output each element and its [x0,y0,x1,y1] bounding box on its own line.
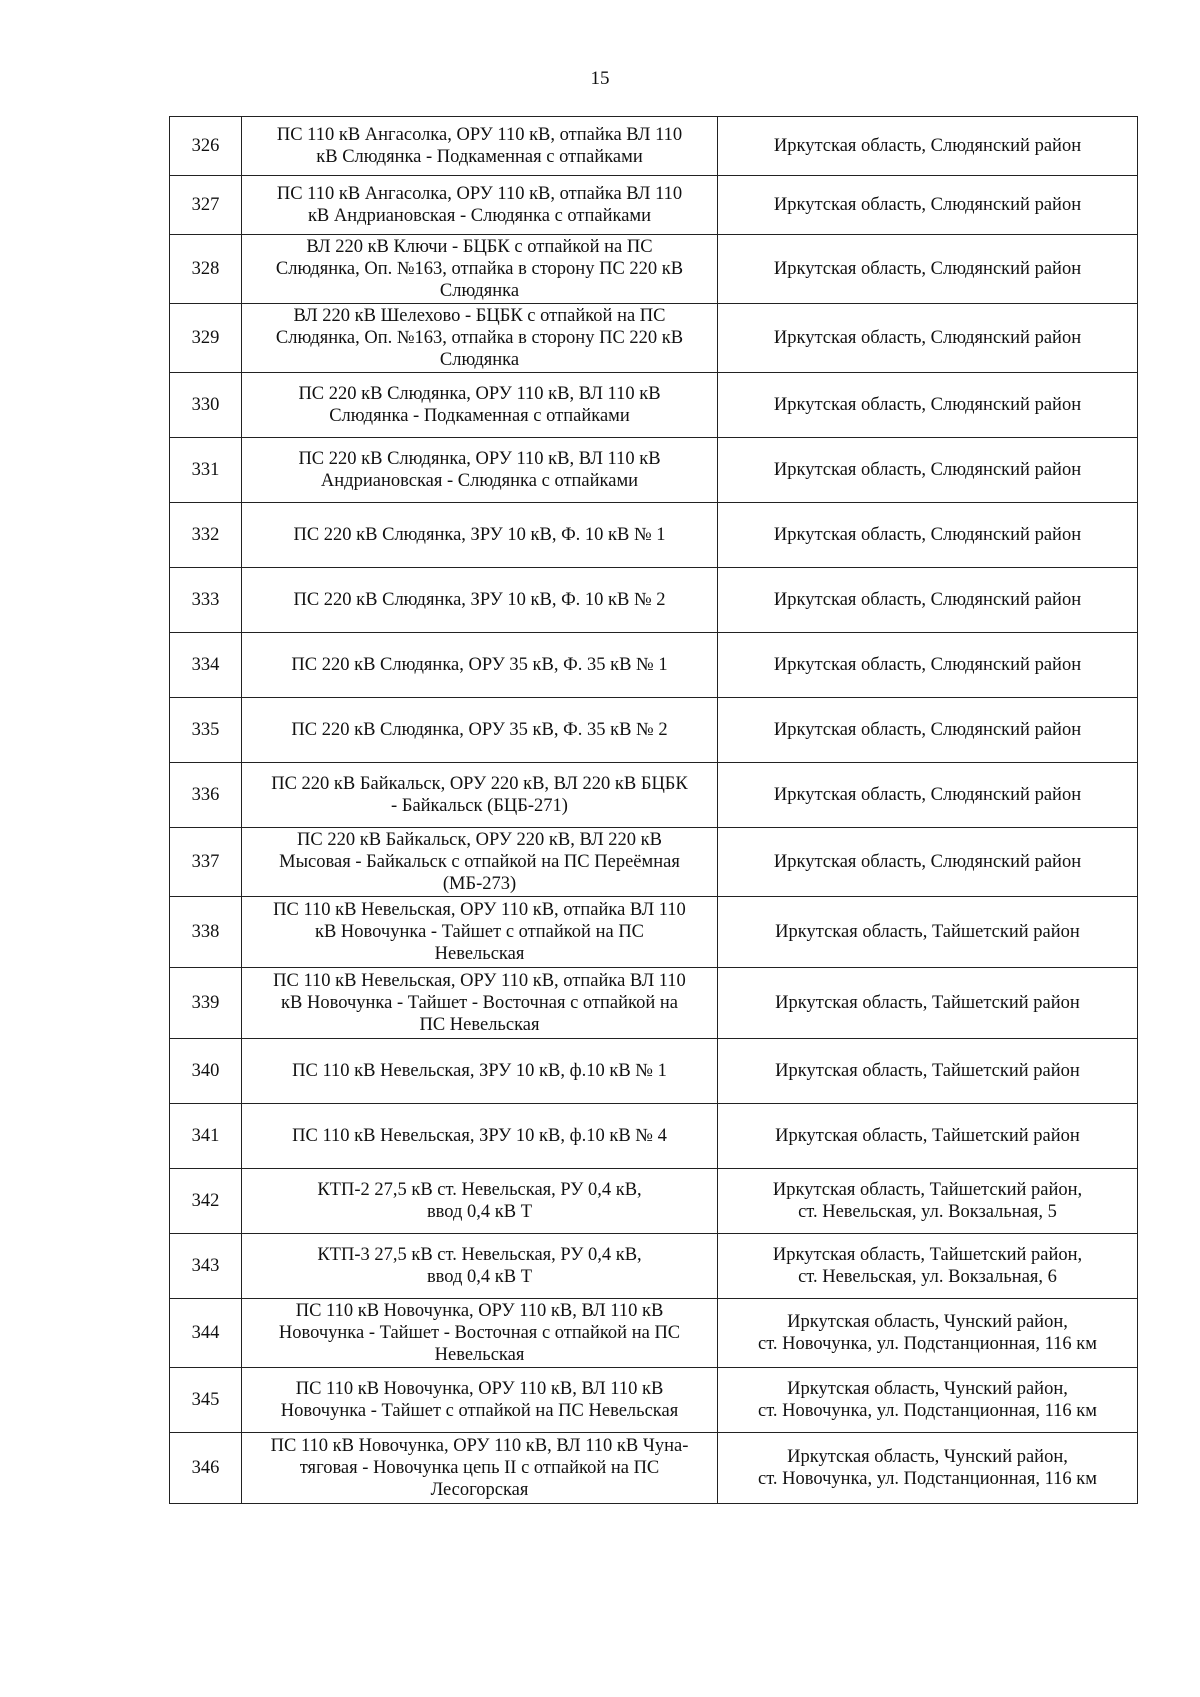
table-row [170,438,1138,503]
object-name: ПС 220 кВ Слюдянка, ОРУ 110 кВ, ВЛ 110 кВ Слюдянка - Подкаменная с отпайками [242,373,718,438]
object-location: Иркутская область, Тайшетский район [718,1039,1138,1104]
row-number: 335 [170,698,242,763]
object-name: ПС 110 кВ Новочунка, ОРУ 110 кВ, ВЛ 110 кВ Чуна- тяговая - Новочунка цепь II с отпайкой на ПС Лесогорская [242,1433,718,1504]
object-location: Иркутская область, Тайшетский район [718,968,1138,1039]
row-number: 337 [170,828,242,897]
row-number: 341 [170,1104,242,1169]
row-number: 329 [170,304,242,373]
object-name: ВЛ 220 кВ Шелехово - БЦБК с отпайкой на ПС Слюдянка, Оп. №163, отпайка в сторону ПС 220 кВ Слюдянка [242,304,718,373]
table-row [170,763,1138,828]
object-name: ПС 220 кВ Слюдянка, ЗРУ 10 кВ, Ф. 10 кВ № 1 [242,503,718,568]
row-number: 330 [170,373,242,438]
row-number: 333 [170,568,242,633]
row-number: 331 [170,438,242,503]
object-location: Иркутская область, Тайшетский район, ст. Невельская, ул. Вокзальная, 6 [718,1234,1138,1299]
object-name: ПС 110 кВ Невельская, ЗРУ 10 кВ, ф.10 кВ № 1 [242,1039,718,1104]
row-number: 344 [170,1299,242,1368]
object-name: ПС 220 кВ Слюдянка, ЗРУ 10 кВ, Ф. 10 кВ № 2 [242,568,718,633]
row-number: 332 [170,503,242,568]
row-number: 336 [170,763,242,828]
object-name: ПС 220 кВ Слюдянка, ОРУ 35 кВ, Ф. 35 кВ № 2 [242,698,718,763]
row-number: 328 [170,235,242,304]
object-name: ПС 220 кВ Байкальск, ОРУ 220 кВ, ВЛ 220 кВ Мысовая - Байкальск с отпайкой на ПС Переёмная (МБ-273) [242,828,718,897]
object-name: ПС 220 кВ Слюдянка, ОРУ 35 кВ, Ф. 35 кВ № 1 [242,633,718,698]
objects-table [169,116,1138,1504]
object-location: Иркутская область, Слюдянский район [718,117,1138,176]
table-row [170,828,1138,897]
table-row [170,1368,1138,1433]
object-location: Иркутская область, Слюдянский район [718,503,1138,568]
row-number: 326 [170,117,242,176]
object-name: ВЛ 220 кВ Ключи - БЦБК с отпайкой на ПС Слюдянка, Оп. №163, отпайка в сторону ПС 220 кВ Слюдянка [242,235,718,304]
object-location: Иркутская область, Слюдянский район [718,698,1138,763]
object-name: ПС 110 кВ Невельская, ЗРУ 10 кВ, ф.10 кВ № 4 [242,1104,718,1169]
table-row [170,568,1138,633]
table-row [170,698,1138,763]
table-row [170,1234,1138,1299]
page-number: 15 [590,68,610,89]
object-location: Иркутская область, Слюдянский район [718,235,1138,304]
object-name: ПС 110 кВ Новочунка, ОРУ 110 кВ, ВЛ 110 кВ Новочунка - Тайшет - Восточная с отпайкой на ПС Невельская [242,1299,718,1368]
object-location: Иркутская область, Чунский район, ст. Новочунка, ул. Подстанционная, 116 км [718,1433,1138,1504]
object-name: КТП-3 27,5 кВ ст. Невельская, РУ 0,4 кВ, ввод 0,4 кВ Т [242,1234,718,1299]
object-location: Иркутская область, Тайшетский район [718,1104,1138,1169]
object-name: ПС 220 кВ Слюдянка, ОРУ 110 кВ, ВЛ 110 кВ Андриановская - Слюдянка с отпайками [242,438,718,503]
object-location: Иркутская область, Слюдянский район [718,304,1138,373]
row-number: 340 [170,1039,242,1104]
table-row [170,1039,1138,1104]
table-row [170,1433,1138,1504]
object-location: Иркутская область, Тайшетский район [718,897,1138,968]
object-location: Иркутская область, Тайшетский район, ст. Невельская, ул. Вокзальная, 5 [718,1169,1138,1234]
row-number: 338 [170,897,242,968]
object-name: ПС 110 кВ Новочунка, ОРУ 110 кВ, ВЛ 110 кВ Новочунка - Тайшет с отпайкой на ПС Невельская [242,1368,718,1433]
row-number: 345 [170,1368,242,1433]
object-location: Иркутская область, Слюдянский район [718,568,1138,633]
object-location: Иркутская область, Слюдянский район [718,828,1138,897]
table-row [170,176,1138,235]
row-number: 342 [170,1169,242,1234]
table-row [170,503,1138,568]
table-row [170,897,1138,968]
object-location: Иркутская область, Чунский район, ст. Новочунка, ул. Подстанционная, 116 км [718,1368,1138,1433]
row-number: 346 [170,1433,242,1504]
table-row [170,633,1138,698]
row-number: 327 [170,176,242,235]
table-row [170,968,1138,1039]
object-name: КТП-2 27,5 кВ ст. Невельская, РУ 0,4 кВ, ввод 0,4 кВ Т [242,1169,718,1234]
object-location: Иркутская область, Слюдянский район [718,373,1138,438]
object-name: ПС 220 кВ Байкальск, ОРУ 220 кВ, ВЛ 220 кВ БЦБК - Байкальск (БЦБ-271) [242,763,718,828]
table-row [170,235,1138,304]
object-name: ПС 110 кВ Ангасолка, ОРУ 110 кВ, отпайка ВЛ 110 кВ Андриановская - Слюдянка с отпайками [242,176,718,235]
object-location: Иркутская область, Слюдянский район [718,438,1138,503]
object-name: ПС 110 кВ Невельская, ОРУ 110 кВ, отпайка ВЛ 110 кВ Новочунка - Тайшет с отпайкой на ПС Невельская [242,897,718,968]
row-number: 343 [170,1234,242,1299]
row-number: 339 [170,968,242,1039]
object-location: Иркутская область, Слюдянский район [718,176,1138,235]
object-location: Иркутская область, Слюдянский район [718,633,1138,698]
object-location: Иркутская область, Слюдянский район [718,763,1138,828]
table-row [170,1104,1138,1169]
table-row [170,1169,1138,1234]
object-location: Иркутская область, Чунский район, ст. Новочунка, ул. Подстанционная, 116 км [718,1299,1138,1368]
object-name: ПС 110 кВ Невельская, ОРУ 110 кВ, отпайка ВЛ 110 кВ Новочунка - Тайшет - Восточная с отпайкой на ПС Невельская [242,968,718,1039]
table-row [170,1299,1138,1368]
table-row [170,117,1138,176]
row-number: 334 [170,633,242,698]
object-name: ПС 110 кВ Ангасолка, ОРУ 110 кВ, отпайка ВЛ 110 кВ Слюдянка - Подкаменная с отпайками [242,117,718,176]
table-row [170,304,1138,373]
table-row [170,373,1138,438]
